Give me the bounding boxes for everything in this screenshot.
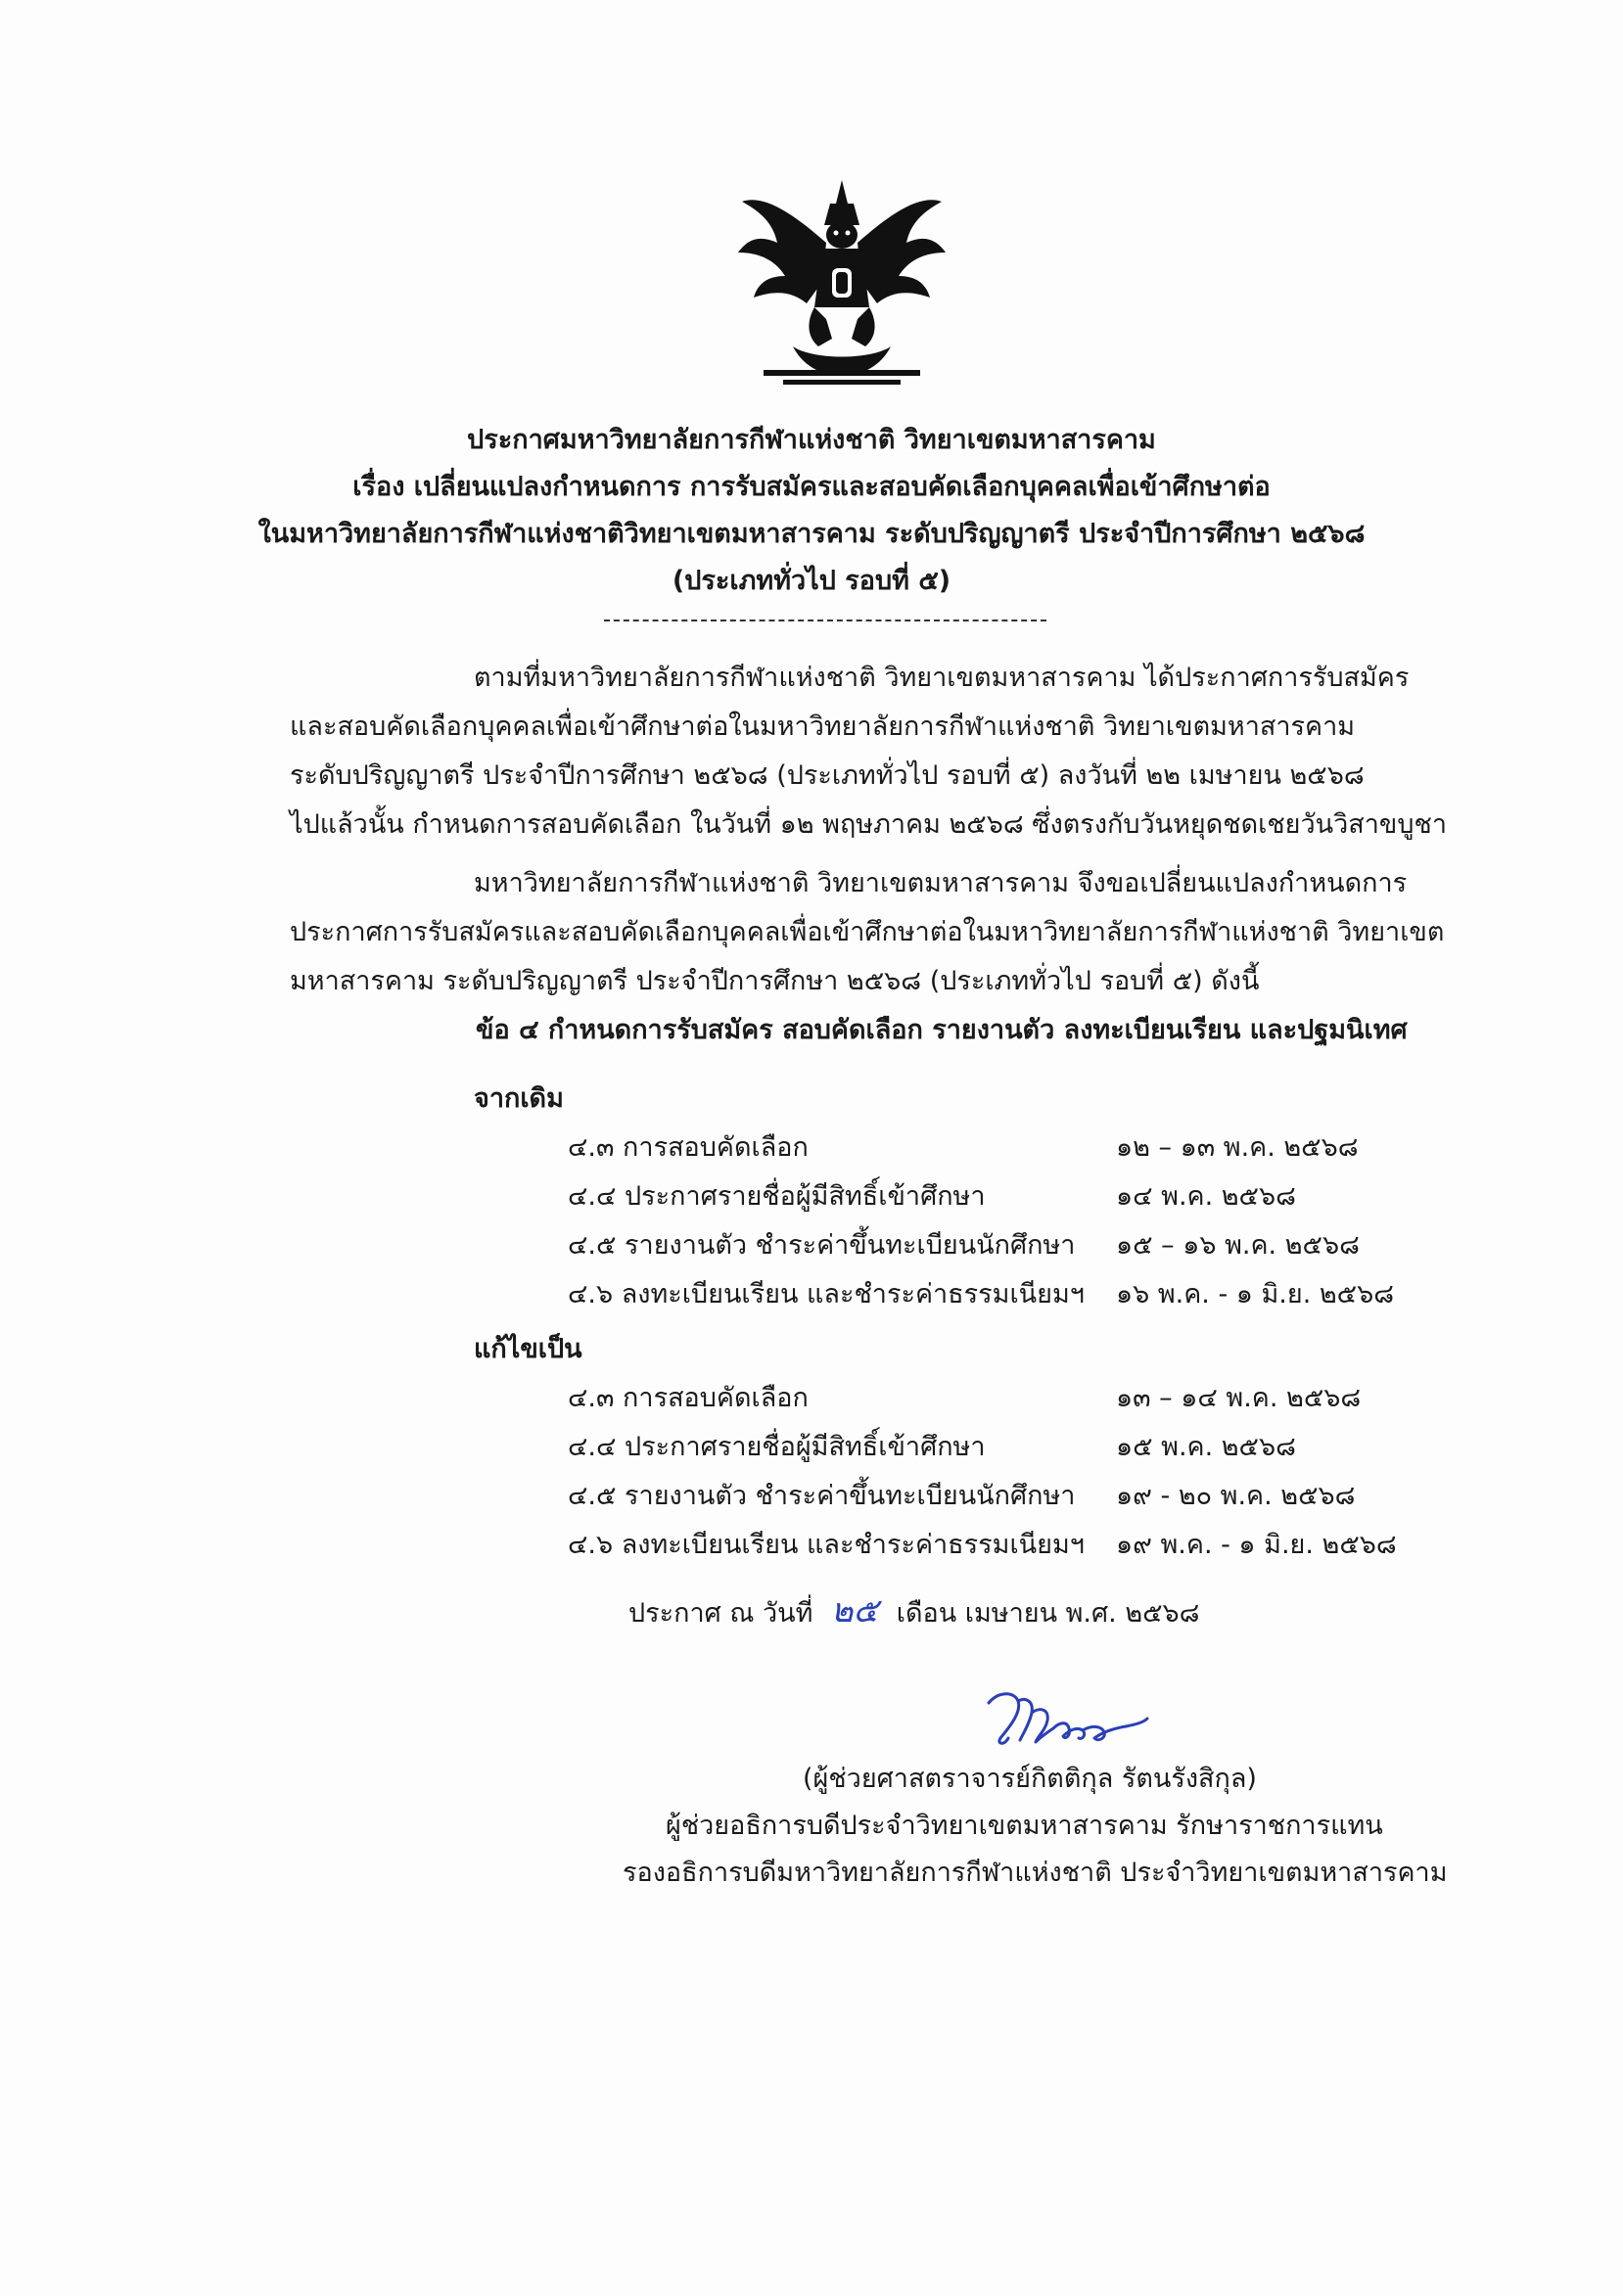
- paragraph-1-line-1: ตามที่มหาวิทยาลัยการกีฬาแห่งชาติ วิทยาเขตมหาสารคาม ได้ประกาศการรับสมัคร: [474, 663, 1410, 693]
- signer-position-1: ผู้ช่วยอธิการบดีประจำวิทยาเขตมหาสารคาม รักษาราชการแทน: [666, 1811, 1383, 1841]
- schedule-item: ๔.๓ การสอบคัดเลือก: [568, 1132, 809, 1163]
- list-item: [568, 1223, 1410, 1272]
- section-4-title: ข้อ ๔ กำหนดการรับสมัคร สอบคัดเลือก รายงานตัว ลงทะเบียนเรียน และปฐมนิเทศ: [476, 1015, 1408, 1045]
- list-item: [568, 1272, 1410, 1321]
- schedule-date: ๑๙ พ.ค. - ๑ มิ.ย. ๒๕๖๘: [1116, 1530, 1397, 1560]
- schedule-date: ๑๓ – ๑๔ พ.ค. ๒๕๖๘: [1116, 1383, 1362, 1413]
- list-item: [568, 1376, 1410, 1425]
- schedule-item: ๔.๖ ลงทะเบียนเรียน และชำระค่าธรรมเนียมฯ: [568, 1279, 1085, 1309]
- paragraph-1-line-4: ไปแล้วนั้น กำหนดการสอบคัดเลือก ในวันที่ ๑๒ พฤษภาคม ๒๕๖๘ ซึ่งตรงกับวันหยุดชดเชยวันวิสาขบูชา: [290, 809, 1447, 840]
- heading-line-2: เรื่อง เปลี่ยนแปลงกำหนดการ การรับสมัครและสอบคัดเลือกบุคคลเพื่อเข้าศึกษาต่อ: [352, 472, 1271, 502]
- schedule-date: ๑๙ - ๒๐ พ.ค. ๒๕๖๘: [1116, 1481, 1356, 1511]
- paragraph-2-line-3: มหาสารคาม ระดับปริญญาตรี ประจำปีการศึกษา ๒๕๖๘ (ประเภททั่วไป รอบที่ ๕) ดังนี้: [290, 966, 1260, 996]
- announce-month-year: เดือน เมษายน พ.ศ. ๒๕๖๘: [896, 1598, 1200, 1629]
- schedule-item: ๔.๔ ประกาศรายชื่อผู้มีสิทธิ์เข้าศึกษา: [568, 1432, 986, 1462]
- signer-position-2: รองอธิการบดีมหาวิทยาลัยการกีฬาแห่งชาติ ประจำวิทยาเขตมหาสารคาม: [623, 1858, 1448, 1888]
- heading-line-3: ในมหาวิทยาลัยการกีฬาแห่งชาติวิทยาเขตมหาสารคาม ระดับปริญญาตรี ประจำปีการศึกษา ๒๕๖๘: [257, 519, 1366, 549]
- paragraph-2-line-2: ประกาศการรับสมัครและสอบคัดเลือกบุคคลเพื่อเข้าศึกษาต่อในมหาวิทยาลัยการกีฬาแห่งชาติ วิทยาเขต: [290, 917, 1445, 947]
- paragraph-2-line-1: มหาวิทยาลัยการกีฬาแห่งชาติ วิทยาเขตมหาสารคาม จึงขอเปลี่ยนแปลงกำหนดการ: [474, 868, 1408, 898]
- list-item: [568, 1474, 1410, 1523]
- list-item: [568, 1425, 1410, 1474]
- signer-name: (ผู้ช่วยศาสตราจารย์กิตติกุล รัตนรังสิกุล): [803, 1764, 1257, 1794]
- paragraph-1-line-2: และสอบคัดเลือกบุคคลเพื่อเข้าศึกษาต่อในมหาวิทยาลัยการกีฬาแห่งชาติ วิทยาเขตมหาสารคาม: [290, 712, 1356, 742]
- paragraph-1-line-3: ระดับปริญญาตรี ประจำปีการศึกษา ๒๕๖๘ (ประเภททั่วไป รอบที่ ๕) ลงวันที่ ๒๒ เมษายน ๒๕๖๘: [290, 760, 1365, 791]
- schedule-item: ๔.๕ รายงานตัว ชำระค่าขึ้นทะเบียนนักศึกษา: [568, 1230, 1076, 1261]
- signature-icon: [979, 1683, 1155, 1752]
- schedule-item: ๔.๖ ลงทะเบียนเรียน และชำระค่าธรรมเนียมฯ: [568, 1530, 1085, 1560]
- announcement-date: [628, 1584, 1200, 1636]
- schedule-item: ๔.๕ รายงานตัว ชำระค่าขึ้นทะเบียนนักศึกษา: [568, 1481, 1076, 1511]
- announce-day-handwritten: ๒๕: [831, 1591, 879, 1630]
- heading-line-1: ประกาศมหาวิทยาลัยการกีฬาแห่งชาติ วิทยาเขตมหาสารคาม: [467, 425, 1156, 455]
- announcement-heading: [0, 417, 1623, 605]
- list-item: [568, 1523, 1410, 1572]
- announce-prefix: ประกาศ ณ วันที่: [628, 1598, 813, 1629]
- schedule-date: ๑๒ – ๑๓ พ.ค. ๒๕๖๘: [1116, 1132, 1359, 1163]
- original-schedule-list: [568, 1125, 1410, 1321]
- original-schedule-title: จากเดิม: [474, 1083, 564, 1114]
- schedule-item: ๔.๓ การสอบคัดเลือก: [568, 1383, 809, 1413]
- garuda-emblem-icon: [724, 174, 959, 390]
- schedule-date: ๑๖ พ.ค. - ๑ มิ.ย. ๒๕๖๘: [1116, 1279, 1395, 1309]
- schedule-date: ๑๔ พ.ค. ๒๕๖๘: [1116, 1181, 1296, 1212]
- revised-schedule-title: แก้ไขเป็น: [474, 1334, 582, 1364]
- schedule-date: ๑๕ พ.ค. ๒๕๖๘: [1116, 1432, 1296, 1462]
- list-item: [568, 1174, 1410, 1223]
- heading-line-4: (ประเภททั่วไป รอบที่ ๕): [672, 566, 951, 596]
- list-item: [568, 1125, 1410, 1174]
- heading-divider: [604, 620, 1046, 621]
- revised-schedule-list: [568, 1376, 1410, 1572]
- schedule-item: ๔.๔ ประกาศรายชื่อผู้มีสิทธิ์เข้าศึกษา: [568, 1181, 986, 1212]
- schedule-date: ๑๕ – ๑๖ พ.ค. ๒๕๖๘: [1116, 1230, 1360, 1261]
